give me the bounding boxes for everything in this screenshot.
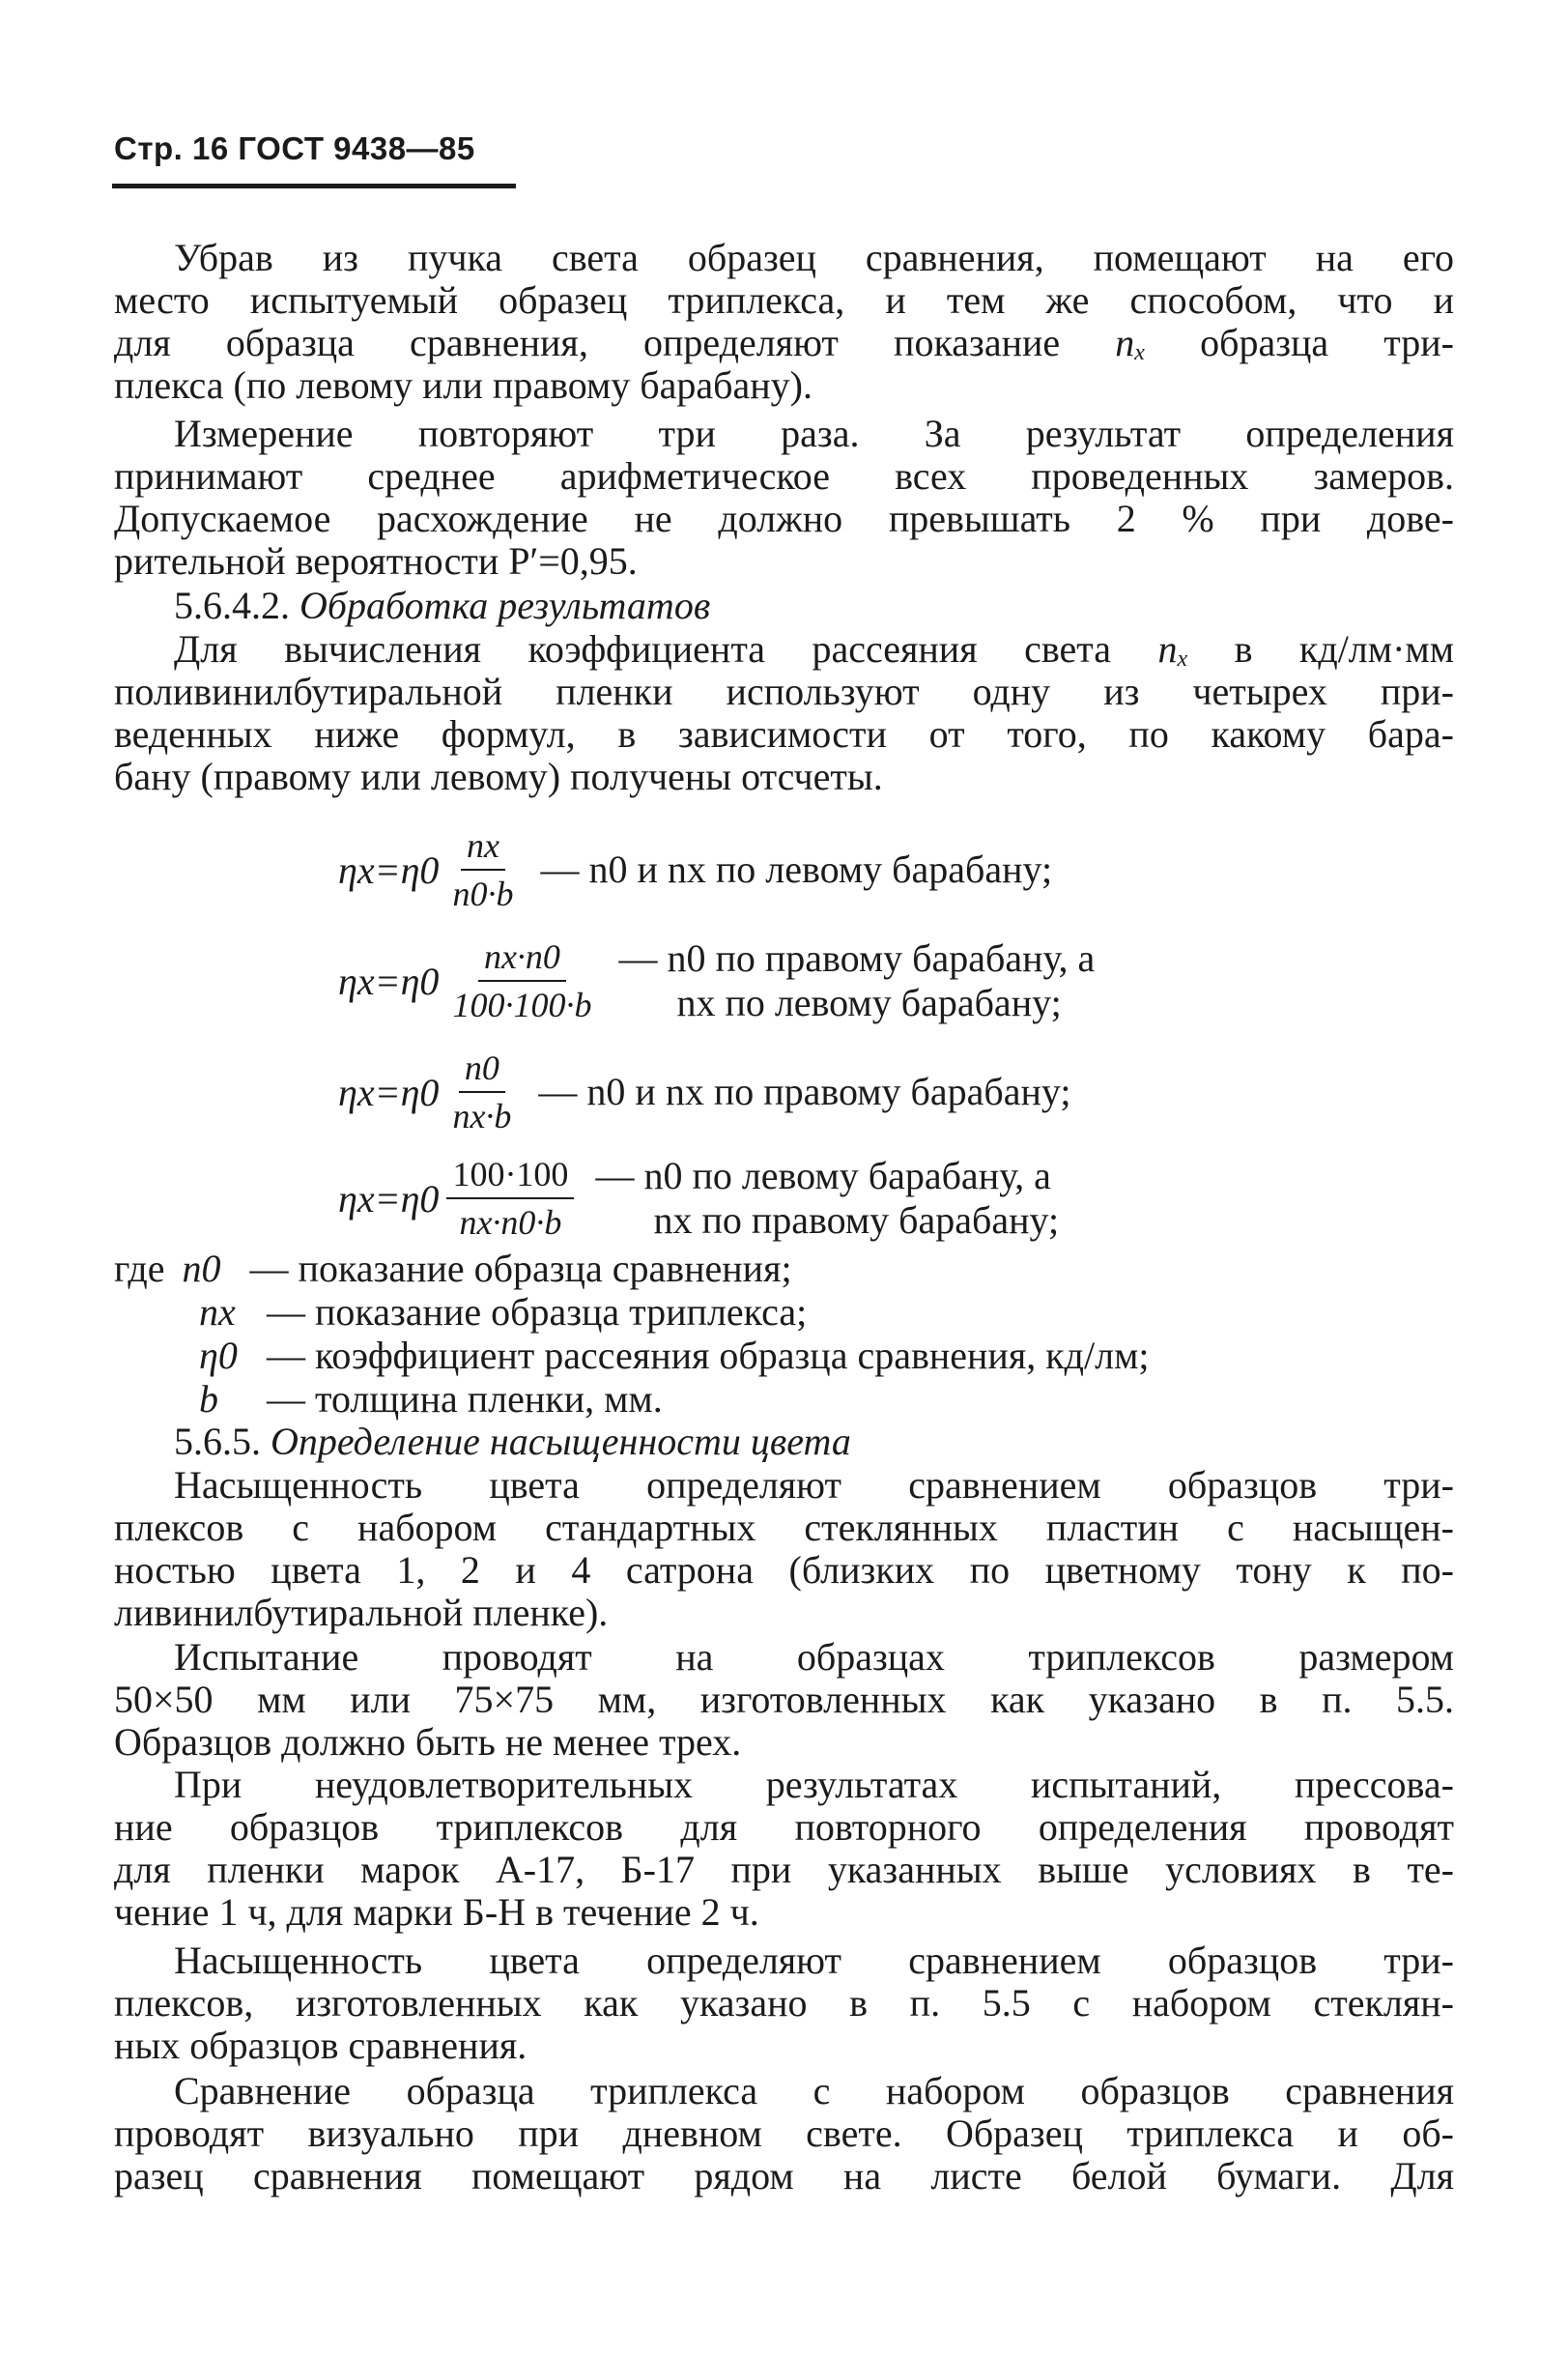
text-line: плексов с набором стандартных стеклянных пластин с насыщен- <box>114 1506 1454 1549</box>
text-line: При неудовлетворительных результатах испытаний, прессова- <box>174 1763 1454 1806</box>
page-header: Стр. 16 ГОСТ 9438—85 <box>114 130 475 166</box>
paragraph-8 <box>114 2070 1454 2198</box>
section-heading-5-6-4-2 <box>114 585 1454 627</box>
paragraph-5 <box>114 1636 1454 1764</box>
symbol-nx: $n_x$ <box>1115 321 1145 365</box>
fraction-numerator: nx <box>461 826 505 871</box>
text-line: Убрав из пучка света образец сравнения, помещают на его <box>174 236 1454 279</box>
fraction-numerator: n0 <box>459 1049 505 1093</box>
formula-description-line: — n0 по левому барабану, а <box>595 1154 1051 1197</box>
formula-description <box>538 1070 1070 1114</box>
text-line: ностью цвета 1, 2 и 4 сатрона (близких по цветному тону к по- <box>114 1548 1454 1592</box>
section-title: Обработка результатов <box>299 584 711 627</box>
paragraph-4 <box>114 1464 1454 1634</box>
legend-text: — коэффициент рассеяния образца сравнения, кд/лм; <box>267 1334 1150 1377</box>
formula-lhs: ηx=η0 <box>338 848 440 892</box>
formula-description-line: — n0 и nx по правому барабану; <box>538 1070 1071 1113</box>
text-line: бану (правому или левому) получены отсчеты. <box>114 755 883 798</box>
text-line: Насыщенность цвета определяют сравнением образцов три- <box>174 1939 1454 1982</box>
section-number: 5.6.4.2. <box>174 584 290 627</box>
formula-description <box>595 1154 1059 1243</box>
formula-description-line: nx по левому барабану; <box>676 981 1062 1024</box>
text-line: плексов, изготовленных как указано в п. 5.5 с набором стеклян- <box>114 1981 1454 2025</box>
formula-description <box>618 936 1095 1025</box>
formula-2 <box>338 928 1095 1034</box>
header-rule <box>112 184 516 188</box>
section-heading-5-6-5 <box>114 1421 1454 1463</box>
fraction-denominator: 100·100·b <box>452 986 592 1024</box>
paragraph-1 <box>114 237 1454 407</box>
formula-lhs: ηx=η0 <box>338 959 440 1003</box>
formula-description-line: — n0 по правому барабану, а <box>618 936 1096 980</box>
legend-row <box>114 1334 1150 1377</box>
text-line: Образцов должно быть не менее трех. <box>114 1720 742 1764</box>
text-line: плекса (по левому или правому барабану). <box>114 363 813 407</box>
legend-text: — показание образца триплекса; <box>267 1290 808 1334</box>
text-line: Испытание проводят на образцах триплексов размером <box>174 1635 1454 1679</box>
text-line: ние образцов триплексов для повторного определения проводят <box>114 1805 1454 1849</box>
legend-symbol: b <box>199 1377 218 1421</box>
text-line: поливинилбутиральной пленки используют одну из четырех при- <box>114 670 1454 713</box>
text-line: веденных ниже формул, в зависимости от того, по какому бара- <box>114 712 1454 756</box>
formula-1 <box>338 817 1052 923</box>
formula-description-line: nx по правому барабану; <box>653 1198 1060 1242</box>
fraction <box>446 937 597 1024</box>
formula-4 <box>338 1145 1059 1251</box>
fraction <box>446 1049 517 1135</box>
text-line: Измерение повторяют три раза. За результат определения <box>174 412 1454 455</box>
text-line: рительной вероятности P′=0,95. <box>114 539 638 583</box>
text-line: Для вычисления коэффициента рассеяния света $n_x$ в кд/лм·мм <box>174 627 1455 672</box>
legend-row <box>114 1290 1150 1334</box>
section-number: 5.6.5. <box>174 1420 261 1463</box>
text-line: для пленки марок А-17, Б-17 при указанных выше условиях в те- <box>114 1848 1454 1891</box>
legend-symbol: η0 <box>199 1334 238 1377</box>
formula-lhs: ηx=η0 <box>338 1070 440 1114</box>
fraction-denominator: nx·n0·b <box>459 1203 562 1242</box>
paragraph-3 <box>114 628 1454 798</box>
text-line: разец сравнения помещают рядом на листе белой бумаги. Для <box>114 2154 1454 2198</box>
fraction <box>446 826 519 913</box>
fraction-denominator: nx·b <box>452 1097 512 1135</box>
text-line: принимают среднее арифметическое всех проведенных замеров. <box>114 454 1454 498</box>
section-title: Определение насыщенности цвета <box>271 1420 851 1463</box>
text-line: для образца сравнения, определяют показание $n_x$ образца три- <box>114 321 1454 365</box>
text-line: 50×50 мм или 75×75 мм, изготовленных как указано в п. 5.5. <box>114 1678 1454 1721</box>
legend-row <box>114 1377 1150 1421</box>
formula-lhs: ηx=η0 <box>338 1176 440 1221</box>
formula-3 <box>338 1039 1071 1145</box>
text-line: Сравнение образца триплекса с набором образцов сравнения <box>174 2069 1454 2112</box>
paragraph-2 <box>114 413 1454 583</box>
text-line: ливинилбутиральной пленке). <box>114 1591 609 1634</box>
text-line: проводят визуально при дневном свете. Образец триплекса и об- <box>114 2112 1454 2155</box>
symbols-legend <box>114 1247 1150 1421</box>
text-line: место испытуемый образец триплекса, и тем же способом, что и <box>114 278 1454 322</box>
fraction-numerator: nx·n0 <box>478 937 566 982</box>
formula-description <box>540 848 1052 892</box>
legend-where: где <box>114 1247 165 1290</box>
text-line: ных образцов сравнения. <box>114 2024 527 2067</box>
paragraph-6 <box>114 1764 1454 1934</box>
text-line: Допускаемое расхождение не должно превышать 2 % при дове- <box>114 497 1454 540</box>
legend-text: — показание образца сравнения; <box>249 1247 792 1290</box>
text-line: чение 1 ч, для марки Б-Н в течение 2 ч. <box>114 1890 759 1934</box>
fraction-denominator: n0·b <box>452 875 514 913</box>
fraction-numerator: 100·100 <box>446 1155 574 1199</box>
text-line: Насыщенность цвета определяют сравнением образцов три- <box>174 1463 1454 1507</box>
fraction <box>446 1155 574 1242</box>
formula-description-line: — n0 и nx по левому барабану; <box>540 848 1053 891</box>
paragraph-7 <box>114 1939 1454 2067</box>
symbol-nx: $n_x$ <box>1157 627 1188 672</box>
legend-row <box>114 1247 1150 1290</box>
legend-symbol: n0 <box>182 1247 221 1290</box>
legend-text: — толщина пленки, мм. <box>267 1377 663 1421</box>
legend-symbol: nx <box>199 1290 236 1334</box>
